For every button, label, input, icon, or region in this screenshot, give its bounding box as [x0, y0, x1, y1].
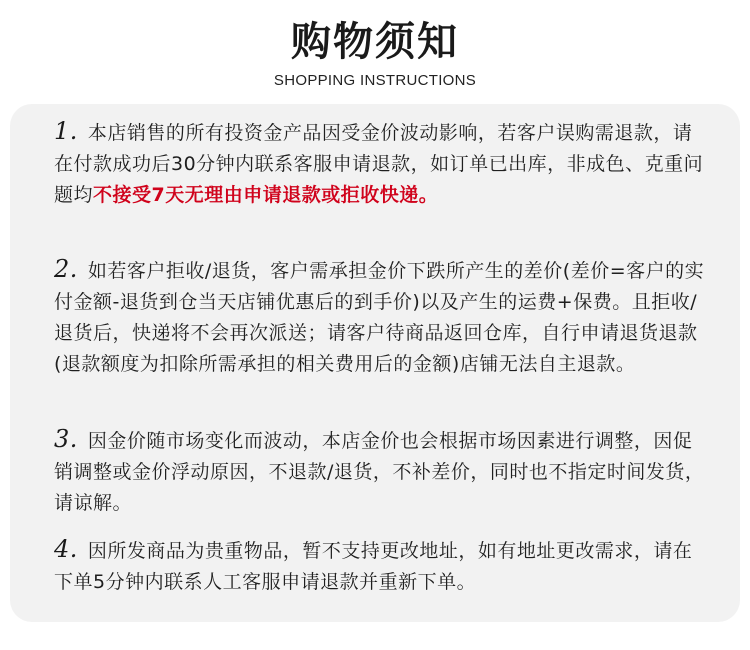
instruction-item-1	[54, 116, 709, 211]
item-number: 3.	[54, 425, 78, 453]
item-text: 本店销售的所有投资金产品因受金价波动影响，若客户误购需退款，请在付款成功后30分钟内联系客服申请退款，如订单已出库，非成色、克重问题均	[54, 122, 704, 206]
page-title: 购物须知	[291, 19, 459, 65]
item-number: 4.	[54, 535, 78, 563]
page-subtitle: SHOPPING INSTRUCTIONS	[273, 72, 477, 89]
item-text: 如若客户拒收/退货，客户需承担金价下跌所产生的差价(差价=客户的实付金额-退货到仓当天店铺优惠后的到手价)以及产生的运费+保费。且拒收/退货后，快递将不会再次派送；请客户待商品返回仓库，自行申请退货退款(退款额度为扣除所需承担的相关费用后的金额)店铺无法自主退款。	[54, 260, 705, 375]
item-highlight: 不接受7天无理由申请退款或拒收快递。	[93, 184, 439, 206]
item-number: 1.	[54, 117, 78, 145]
instruction-item-3	[54, 424, 709, 519]
item-text: 因金价随市场变化而波动，本店金价也会根据市场因素进行调整，因促销调整或金价浮动原因，不退款/退货，不补差价，同时也不指定时间发货，请谅解。	[54, 430, 705, 514]
item-number: 2.	[54, 255, 78, 283]
instruction-item-4	[54, 534, 709, 598]
page-header	[0, 14, 750, 89]
item-text: 因所发商品为贵重物品，暂不支持更改地址，如有地址更改需求，请在下单5分钟内联系人工客服申请退款并重新下单。	[54, 540, 693, 593]
instruction-item-2	[54, 254, 709, 380]
